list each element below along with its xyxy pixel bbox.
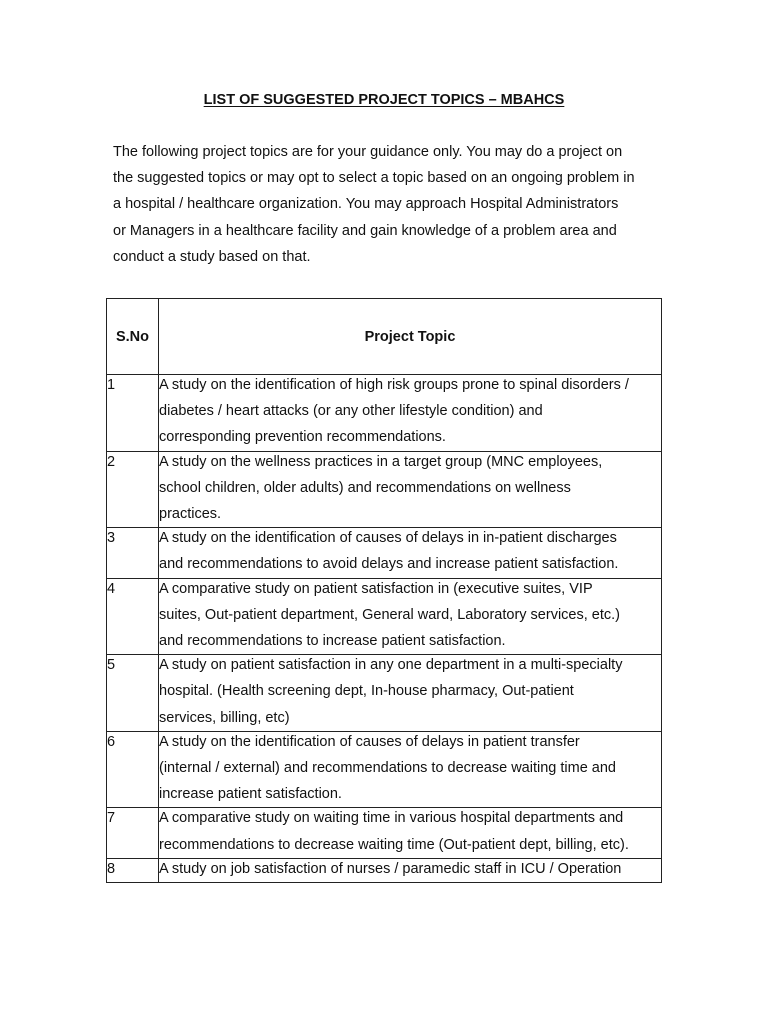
topic-line: (internal / external) and recommendations to decrease waiting time and — [159, 760, 616, 777]
row-number: 3 — [107, 528, 159, 578]
row-topic — [159, 808, 662, 858]
topic-line: A study on the identification of causes of delays in in-patient discharges — [159, 530, 617, 547]
row-number: 2 — [107, 451, 159, 528]
header-sno: S.No — [107, 299, 159, 375]
project-topics-table — [106, 298, 662, 883]
topic-line: and recommendations to avoid delays and increase patient satisfaction. — [159, 556, 619, 573]
row-topic — [159, 655, 662, 732]
table-row — [107, 731, 662, 808]
header-project-topic: Project Topic — [159, 299, 662, 375]
topic-line: A study on the identification of high risk groups prone to spinal disorders / — [159, 377, 629, 393]
row-topic — [159, 451, 662, 528]
row-topic — [159, 731, 662, 808]
topic-line: school children, older adults) and recommendations on wellness — [159, 479, 571, 496]
document-title — [0, 89, 768, 111]
topic-line: corresponding prevention recommendations. — [159, 429, 446, 446]
topic-line: suites, Out-patient department, General ward, Laboratory services, etc.) — [159, 606, 620, 623]
row-topic — [159, 858, 662, 882]
table-row — [107, 451, 662, 528]
intro-line: conduct a study based on that. — [113, 248, 311, 265]
row-number: 8 — [107, 858, 159, 882]
topic-line: services, billing, etc) — [159, 709, 290, 726]
topic-line: A comparative study on waiting time in various hospital departments and — [159, 810, 624, 827]
row-topic — [159, 375, 662, 452]
row-topic — [159, 578, 662, 655]
document-title-text: LIST OF SUGGESTED PROJECT TOPICS – MBAHCS — [203, 92, 565, 108]
topic-line: A study on the identification of causes of delays in patient transfer — [159, 733, 580, 750]
intro-line: a hospital / healthcare organization. You may approach Hospital Administrators — [113, 196, 619, 213]
table-row — [107, 808, 662, 858]
table-header-row — [107, 299, 662, 375]
topic-line: A study on patient satisfaction in any one department in a multi-specialty — [159, 657, 623, 674]
row-number: 6 — [107, 731, 159, 808]
topic-line: recommendations to decrease waiting time (Out-patient dept, billing, etc). — [159, 836, 629, 853]
topic-line: increase patient satisfaction. — [159, 786, 342, 803]
table-row — [107, 655, 662, 732]
topic-line: practices. — [159, 506, 222, 523]
table-body — [107, 375, 662, 883]
row-number: 7 — [107, 808, 159, 858]
table-row — [107, 375, 662, 452]
intro-line: the suggested topics or may opt to select a topic based on an ongoing problem in — [113, 170, 635, 187]
intro-line: The following project topics are for your guidance only. You may do a project on — [113, 144, 623, 160]
row-number: 5 — [107, 655, 159, 732]
topic-line: diabetes / heart attacks (or any other lifestyle condition) and — [159, 403, 543, 420]
row-number: 1 — [107, 375, 159, 452]
intro-line: or Managers in a healthcare facility and gain knowledge of a problem area and — [113, 222, 617, 239]
topic-line: A comparative study on patient satisfaction in (executive suites, VIP — [159, 580, 593, 597]
topic-line: and recommendations to increase patient satisfaction. — [159, 633, 506, 650]
table-row — [107, 858, 662, 882]
table-row — [107, 578, 662, 655]
table-row — [107, 528, 662, 578]
intro-paragraph — [113, 139, 673, 270]
topic-line: hospital. (Health screening dept, In-house pharmacy, Out-patient — [159, 683, 574, 700]
row-number: 4 — [107, 578, 159, 655]
row-topic — [159, 528, 662, 578]
topic-line: A study on the wellness practices in a target group (MNC employees, — [159, 453, 603, 470]
topic-line: A study on job satisfaction of nurses / paramedic staff in ICU / Operation — [159, 860, 622, 877]
